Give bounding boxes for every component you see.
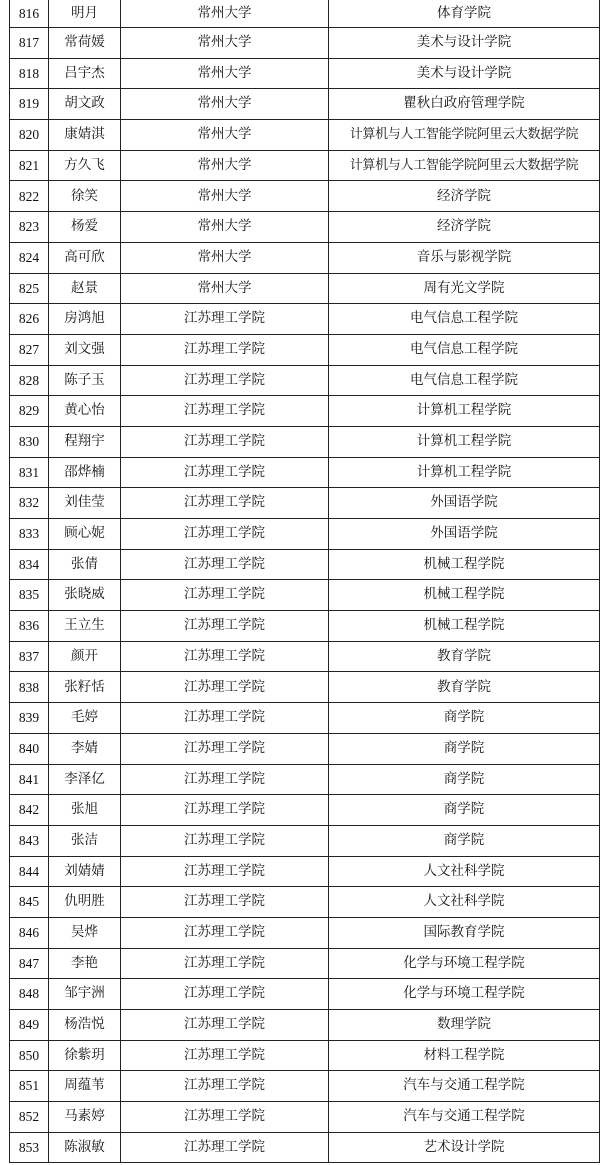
row-number-cell: 833 <box>10 519 49 550</box>
college-cell: 美术与设计学院 <box>329 28 600 59</box>
row-number-cell: 835 <box>10 580 49 611</box>
row-number-cell: 848 <box>10 979 49 1010</box>
row-number-cell: 846 <box>10 917 49 948</box>
table-row <box>10 611 600 642</box>
table-row <box>10 887 600 918</box>
student-name-cell: 马素婷 <box>49 1102 121 1133</box>
table-row <box>10 212 600 243</box>
student-name-cell: 王立生 <box>49 611 121 642</box>
college-cell: 电气信息工程学院 <box>329 334 600 365</box>
school-cell: 江苏理工学院 <box>121 426 329 457</box>
school-cell: 江苏理工学院 <box>121 611 329 642</box>
row-number-cell: 832 <box>10 488 49 519</box>
college-cell: 音乐与影视学院 <box>329 242 600 273</box>
student-name-cell: 徐笑 <box>49 181 121 212</box>
row-number-cell: 849 <box>10 1010 49 1041</box>
school-cell: 常州大学 <box>121 120 329 151</box>
school-cell: 江苏理工学院 <box>121 672 329 703</box>
table-row <box>10 519 600 550</box>
school-cell: 常州大学 <box>121 212 329 243</box>
college-cell: 外国语学院 <box>329 519 600 550</box>
college-cell: 体育学院 <box>329 0 600 28</box>
student-name-cell: 黄心怡 <box>49 396 121 427</box>
table-row <box>10 1040 600 1071</box>
school-cell: 江苏理工学院 <box>121 1040 329 1071</box>
row-number-cell: 831 <box>10 457 49 488</box>
school-cell: 江苏理工学院 <box>121 519 329 550</box>
school-cell: 江苏理工学院 <box>121 1071 329 1102</box>
school-cell: 江苏理工学院 <box>121 641 329 672</box>
college-cell: 商学院 <box>329 825 600 856</box>
table-row <box>10 89 600 120</box>
college-cell: 电气信息工程学院 <box>329 365 600 396</box>
table-row <box>10 365 600 396</box>
row-number-cell: 829 <box>10 396 49 427</box>
row-number-cell: 851 <box>10 1071 49 1102</box>
school-cell: 江苏理工学院 <box>121 457 329 488</box>
student-name-cell: 张旭 <box>49 795 121 826</box>
student-name-cell: 颜开 <box>49 641 121 672</box>
row-number-cell: 823 <box>10 212 49 243</box>
roster-table-body <box>10 0 600 1163</box>
school-cell: 江苏理工学院 <box>121 549 329 580</box>
table-row <box>10 672 600 703</box>
row-number-cell: 817 <box>10 28 49 59</box>
school-cell: 常州大学 <box>121 58 329 89</box>
student-name-cell: 常荷媛 <box>49 28 121 59</box>
school-cell: 江苏理工学院 <box>121 396 329 427</box>
row-number-cell: 816 <box>10 0 49 28</box>
table-row <box>10 58 600 89</box>
table-row <box>10 825 600 856</box>
school-cell: 常州大学 <box>121 242 329 273</box>
school-cell: 江苏理工学院 <box>121 334 329 365</box>
row-number-cell: 834 <box>10 549 49 580</box>
row-number-cell: 825 <box>10 273 49 304</box>
table-row <box>10 1071 600 1102</box>
student-name-cell: 刘婧婧 <box>49 856 121 887</box>
row-number-cell: 844 <box>10 856 49 887</box>
college-cell: 计算机与人工智能学院阿里云大数据学院 <box>329 120 600 151</box>
college-cell: 材料工程学院 <box>329 1040 600 1071</box>
student-name-cell: 高可欣 <box>49 242 121 273</box>
row-number-cell: 830 <box>10 426 49 457</box>
row-number-cell: 821 <box>10 150 49 181</box>
college-cell: 教育学院 <box>329 641 600 672</box>
school-cell: 江苏理工学院 <box>121 733 329 764</box>
student-name-cell: 吴烨 <box>49 917 121 948</box>
student-name-cell: 方久飞 <box>49 150 121 181</box>
row-number-cell: 826 <box>10 304 49 335</box>
student-name-cell: 房鸿旭 <box>49 304 121 335</box>
table-row <box>10 28 600 59</box>
student-name-cell: 杨爱 <box>49 212 121 243</box>
student-name-cell: 李艳 <box>49 948 121 979</box>
table-row <box>10 1132 600 1163</box>
college-cell: 电气信息工程学院 <box>329 304 600 335</box>
school-cell: 江苏理工学院 <box>121 764 329 795</box>
college-cell: 化学与环境工程学院 <box>329 979 600 1010</box>
student-name-cell: 张倩 <box>49 549 121 580</box>
college-cell: 汽车与交通工程学院 <box>329 1102 600 1133</box>
student-name-cell: 陈子玉 <box>49 365 121 396</box>
school-cell: 江苏理工学院 <box>121 948 329 979</box>
school-cell: 常州大学 <box>121 273 329 304</box>
student-name-cell: 张洁 <box>49 825 121 856</box>
student-name-cell: 毛婷 <box>49 703 121 734</box>
school-cell: 江苏理工学院 <box>121 856 329 887</box>
row-number-cell: 824 <box>10 242 49 273</box>
college-cell: 汽车与交通工程学院 <box>329 1071 600 1102</box>
table-row <box>10 488 600 519</box>
row-number-cell: 847 <box>10 948 49 979</box>
college-cell: 计算机工程学院 <box>329 396 600 427</box>
student-name-cell: 明月 <box>49 0 121 28</box>
college-cell: 机械工程学院 <box>329 580 600 611</box>
row-number-cell: 850 <box>10 1040 49 1071</box>
row-number-cell: 822 <box>10 181 49 212</box>
college-cell: 商学院 <box>329 764 600 795</box>
college-cell: 经济学院 <box>329 181 600 212</box>
table-row <box>10 0 600 28</box>
table-row <box>10 948 600 979</box>
table-row <box>10 703 600 734</box>
row-number-cell: 820 <box>10 120 49 151</box>
student-name-cell: 杨浩悦 <box>49 1010 121 1041</box>
table-row <box>10 979 600 1010</box>
college-cell: 计算机与人工智能学院阿里云大数据学院 <box>329 150 600 181</box>
school-cell: 江苏理工学院 <box>121 1132 329 1163</box>
student-name-cell: 陈淑敏 <box>49 1132 121 1163</box>
row-number-cell: 853 <box>10 1132 49 1163</box>
student-name-cell: 吕宇杰 <box>49 58 121 89</box>
school-cell: 江苏理工学院 <box>121 795 329 826</box>
school-cell: 江苏理工学院 <box>121 365 329 396</box>
student-name-cell: 李婧 <box>49 733 121 764</box>
college-cell: 人文社科学院 <box>329 887 600 918</box>
roster-table-container <box>9 0 599 1163</box>
school-cell: 江苏理工学院 <box>121 703 329 734</box>
school-cell: 江苏理工学院 <box>121 304 329 335</box>
college-cell: 商学院 <box>329 733 600 764</box>
table-row <box>10 733 600 764</box>
college-cell: 化学与环境工程学院 <box>329 948 600 979</box>
school-cell: 江苏理工学院 <box>121 979 329 1010</box>
table-row <box>10 181 600 212</box>
table-row <box>10 1102 600 1133</box>
row-number-cell: 836 <box>10 611 49 642</box>
school-cell: 常州大学 <box>121 0 329 28</box>
student-name-cell: 周蕴苇 <box>49 1071 121 1102</box>
student-name-cell: 徐紫玥 <box>49 1040 121 1071</box>
school-cell: 常州大学 <box>121 181 329 212</box>
school-cell: 常州大学 <box>121 89 329 120</box>
table-row <box>10 1010 600 1041</box>
school-cell: 常州大学 <box>121 150 329 181</box>
college-cell: 美术与设计学院 <box>329 58 600 89</box>
school-cell: 江苏理工学院 <box>121 825 329 856</box>
student-name-cell: 邹宇洲 <box>49 979 121 1010</box>
table-row <box>10 764 600 795</box>
table-row <box>10 426 600 457</box>
college-cell: 瞿秋白政府管理学院 <box>329 89 600 120</box>
college-cell: 商学院 <box>329 703 600 734</box>
student-name-cell: 赵景 <box>49 273 121 304</box>
row-number-cell: 819 <box>10 89 49 120</box>
table-row <box>10 120 600 151</box>
college-cell: 外国语学院 <box>329 488 600 519</box>
table-row <box>10 580 600 611</box>
row-number-cell: 843 <box>10 825 49 856</box>
row-number-cell: 828 <box>10 365 49 396</box>
row-number-cell: 837 <box>10 641 49 672</box>
college-cell: 艺术设计学院 <box>329 1132 600 1163</box>
table-row <box>10 795 600 826</box>
student-name-cell: 邵烨楠 <box>49 457 121 488</box>
table-row <box>10 549 600 580</box>
college-cell: 经济学院 <box>329 212 600 243</box>
school-cell: 江苏理工学院 <box>121 488 329 519</box>
table-row <box>10 334 600 365</box>
student-name-cell: 李泽亿 <box>49 764 121 795</box>
college-cell: 计算机工程学院 <box>329 457 600 488</box>
table-row <box>10 641 600 672</box>
college-cell: 周有光文学院 <box>329 273 600 304</box>
student-name-cell: 顾心妮 <box>49 519 121 550</box>
table-row <box>10 396 600 427</box>
school-cell: 江苏理工学院 <box>121 1010 329 1041</box>
table-row <box>10 242 600 273</box>
college-cell: 计算机工程学院 <box>329 426 600 457</box>
row-number-cell: 839 <box>10 703 49 734</box>
student-name-cell: 刘文强 <box>49 334 121 365</box>
college-cell: 数理学院 <box>329 1010 600 1041</box>
table-row <box>10 917 600 948</box>
row-number-cell: 845 <box>10 887 49 918</box>
student-name-cell: 张籽恬 <box>49 672 121 703</box>
college-cell: 人文社科学院 <box>329 856 600 887</box>
student-name-cell: 仇明胜 <box>49 887 121 918</box>
school-cell: 江苏理工学院 <box>121 887 329 918</box>
student-name-cell: 胡文政 <box>49 89 121 120</box>
table-row <box>10 304 600 335</box>
table-row <box>10 273 600 304</box>
student-name-cell: 程翔宇 <box>49 426 121 457</box>
row-number-cell: 827 <box>10 334 49 365</box>
student-name-cell: 康婧淇 <box>49 120 121 151</box>
row-number-cell: 841 <box>10 764 49 795</box>
college-cell: 商学院 <box>329 795 600 826</box>
college-cell: 机械工程学院 <box>329 611 600 642</box>
table-row <box>10 150 600 181</box>
college-cell: 教育学院 <box>329 672 600 703</box>
college-cell: 机械工程学院 <box>329 549 600 580</box>
student-name-cell: 刘佳莹 <box>49 488 121 519</box>
table-row <box>10 457 600 488</box>
table-row <box>10 856 600 887</box>
row-number-cell: 840 <box>10 733 49 764</box>
student-name-cell: 张晓威 <box>49 580 121 611</box>
row-number-cell: 818 <box>10 58 49 89</box>
college-cell: 国际教育学院 <box>329 917 600 948</box>
school-cell: 江苏理工学院 <box>121 1102 329 1133</box>
row-number-cell: 838 <box>10 672 49 703</box>
row-number-cell: 852 <box>10 1102 49 1133</box>
roster-table <box>9 0 600 1163</box>
school-cell: 江苏理工学院 <box>121 580 329 611</box>
school-cell: 常州大学 <box>121 28 329 59</box>
row-number-cell: 842 <box>10 795 49 826</box>
school-cell: 江苏理工学院 <box>121 917 329 948</box>
